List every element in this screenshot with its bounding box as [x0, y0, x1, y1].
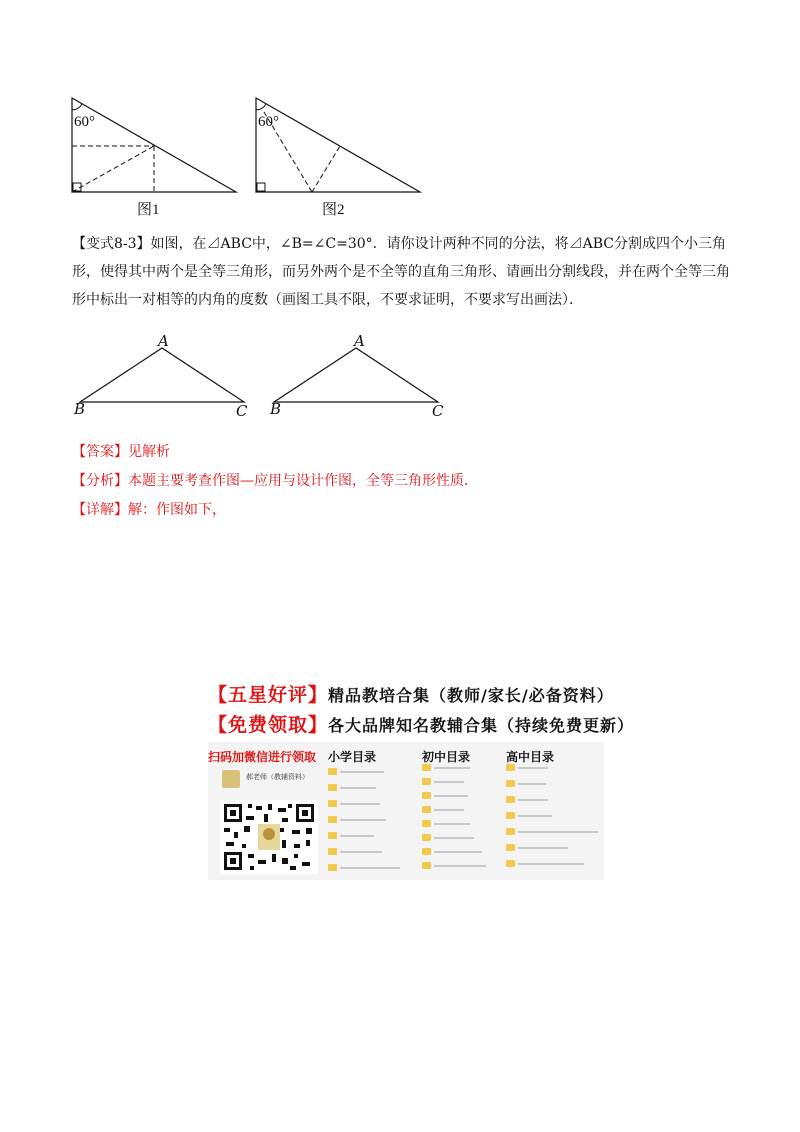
vertex-b-right: B	[270, 400, 282, 418]
vertex-c-right: C	[432, 402, 444, 420]
angle-label-fig1: 60°	[74, 114, 95, 130]
figure-2-caption: 图2	[322, 202, 345, 218]
detail-line	[72, 496, 732, 524]
answer-tag: 【答案】	[72, 444, 128, 460]
vertex-b-left: B	[74, 400, 86, 418]
figure-1	[60, 92, 250, 202]
answer-text: 见解析	[128, 444, 170, 460]
analysis-tag: 【分析】	[72, 473, 128, 489]
promo-tag-1: 【五星好评】	[208, 684, 329, 706]
middle-directory-title: 初中目录	[422, 750, 471, 764]
scan-instruction: 扫码加微信进行领取	[208, 750, 317, 764]
promo-banner	[208, 676, 635, 880]
problem-text: 如图，在⊿ABC中，∠B=∠C=30°．请你设计两种不同的分法，将⊿ABC分割成四个小三角形，使得其中两个是全等三角形，而另外两个是不全等的直角三角形、请画出分割线段，并在两个全等三角形中标出一对相等的内角的度数（画图工具不限，不要求证明，不要求写出画法）．	[72, 236, 730, 308]
figure-1-caption: 图1	[137, 202, 160, 218]
analysis-text: 本题主要考查作图—应用与设计作图，全等三角形性质．	[128, 473, 478, 489]
angle-label-fig2: 60°	[258, 114, 279, 130]
teacher-name: 郝老师（教辅资料）	[246, 773, 309, 781]
promo-text-1: 精品教培合集（教师/家长/必备资料）	[328, 686, 614, 705]
answer-line	[72, 438, 732, 466]
detail-text: 解：作图如下，	[128, 502, 226, 518]
primary-directory-title: 小学目录	[328, 750, 377, 764]
analysis-line	[72, 467, 732, 495]
promo-tag-2: 【免费领取】	[208, 714, 329, 736]
promo-text-2: 各大品牌知名教辅合集（持续免费更新）	[328, 716, 635, 735]
promo-line-1	[208, 680, 614, 707]
problem-paragraph	[72, 230, 732, 314]
figure-2	[244, 92, 434, 202]
vertex-a-right: A	[354, 332, 365, 350]
qr-code-icon	[220, 800, 318, 874]
high-directory-title: 高中目录	[506, 750, 555, 764]
promo-line-2	[208, 710, 634, 737]
vertex-a-left: A	[158, 332, 169, 350]
avatar	[222, 770, 240, 788]
detail-tag: 【详解】	[72, 502, 128, 518]
problem-tag: 【变式8-3】	[72, 236, 151, 252]
vertex-c-left: C	[236, 402, 248, 420]
